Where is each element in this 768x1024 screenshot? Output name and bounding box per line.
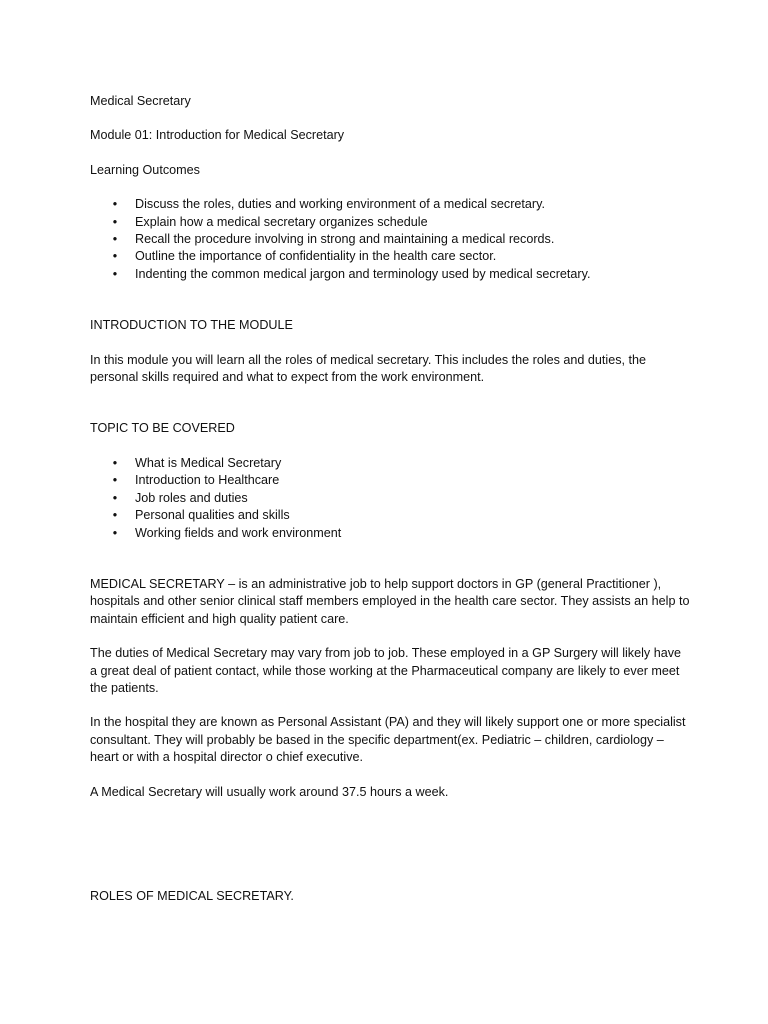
blank-line — [90, 403, 690, 420]
bullet-icon: • — [112, 508, 118, 523]
bullet-icon: • — [112, 197, 118, 212]
list-item-text: Recall the procedure involving in strong and maintaining a medical records. — [135, 232, 555, 247]
list-item — [90, 196, 690, 213]
list-item-text: Explain how a medical secretary organizes schedule — [135, 214, 428, 229]
list-item — [90, 231, 690, 248]
bullet-icon: • — [112, 455, 118, 470]
intro-heading: INTRODUCTION TO THE MODULE — [90, 318, 293, 333]
blank-line — [90, 559, 690, 576]
list-item — [90, 455, 690, 472]
learning-outcomes-heading: Learning Outcomes — [90, 162, 200, 177]
roles-heading: ROLES OF MEDICAL SECRETARY. — [90, 888, 294, 903]
bullet-icon: • — [112, 214, 118, 229]
blank-line — [90, 300, 690, 317]
bullet-icon: • — [112, 232, 118, 247]
list-item-text: Indenting the common medical jargon and terminology used by medical secretary. — [135, 266, 591, 281]
list-item — [90, 266, 690, 283]
document-title: Medical Secretary — [90, 94, 191, 108]
list-item-text: Discuss the roles, duties and working environment of a medical secretary. — [135, 197, 545, 212]
learning-outcomes-list — [90, 196, 690, 283]
list-item — [90, 507, 690, 524]
bullet-icon: • — [112, 249, 118, 264]
duties-paragraph: The duties of Medical Secretary may vary from job to job. These employed in a GP Surgery will likely have a great deal of patient contact, while those working at the Pharmaceutical company are likely to ever meet the patients. — [90, 646, 682, 695]
bullet-icon: • — [112, 266, 118, 281]
document-page — [90, 93, 690, 922]
intro-paragraph: In this module you will learn all the roles of medical secretary. This includes the roles and duties, the personal skills required and what to expect from the work environment. — [90, 352, 647, 385]
topics-list — [90, 455, 690, 542]
bullet-icon: • — [112, 490, 118, 505]
list-item-text: What is Medical Secretary — [135, 455, 282, 470]
list-item-text: Outline the importance of confidentiality in the health care sector. — [135, 249, 497, 264]
definition-paragraph: MEDICAL SECRETARY – is an administrative job to help support doctors in GP (general Practitioner ), hospitals and other senior clinical staff members employed in the health care sector. They assists an help to maintain efficient and high quality patient care. — [90, 576, 690, 626]
blank-space — [90, 818, 690, 888]
hospital-paragraph: In the hospital they are known as Personal Assistant (PA) and they will likely support one or more specialist consultant. They will probably be based in the specific department(ex. Pediatric – children, cardiology – heart or with a hospital director o chief executive. — [90, 715, 686, 765]
list-item — [90, 214, 690, 231]
list-item-text: Job roles and duties — [135, 490, 248, 505]
hours-paragraph: A Medical Secretary will usually work around 37.5 hours a week. — [90, 784, 449, 799]
bullet-icon: • — [112, 525, 118, 540]
list-item-text: Working fields and work environment — [135, 525, 342, 540]
list-item — [90, 525, 690, 542]
list-item-text: Personal qualities and skills — [135, 508, 290, 523]
module-title: Module 01: Introduction for Medical Secretary — [90, 128, 345, 143]
list-item — [90, 490, 690, 507]
list-item-text: Introduction to Healthcare — [135, 473, 280, 488]
topics-heading: TOPIC TO BE COVERED — [90, 421, 235, 436]
list-item — [90, 248, 690, 265]
list-item — [90, 472, 690, 489]
bullet-icon: • — [112, 473, 118, 488]
